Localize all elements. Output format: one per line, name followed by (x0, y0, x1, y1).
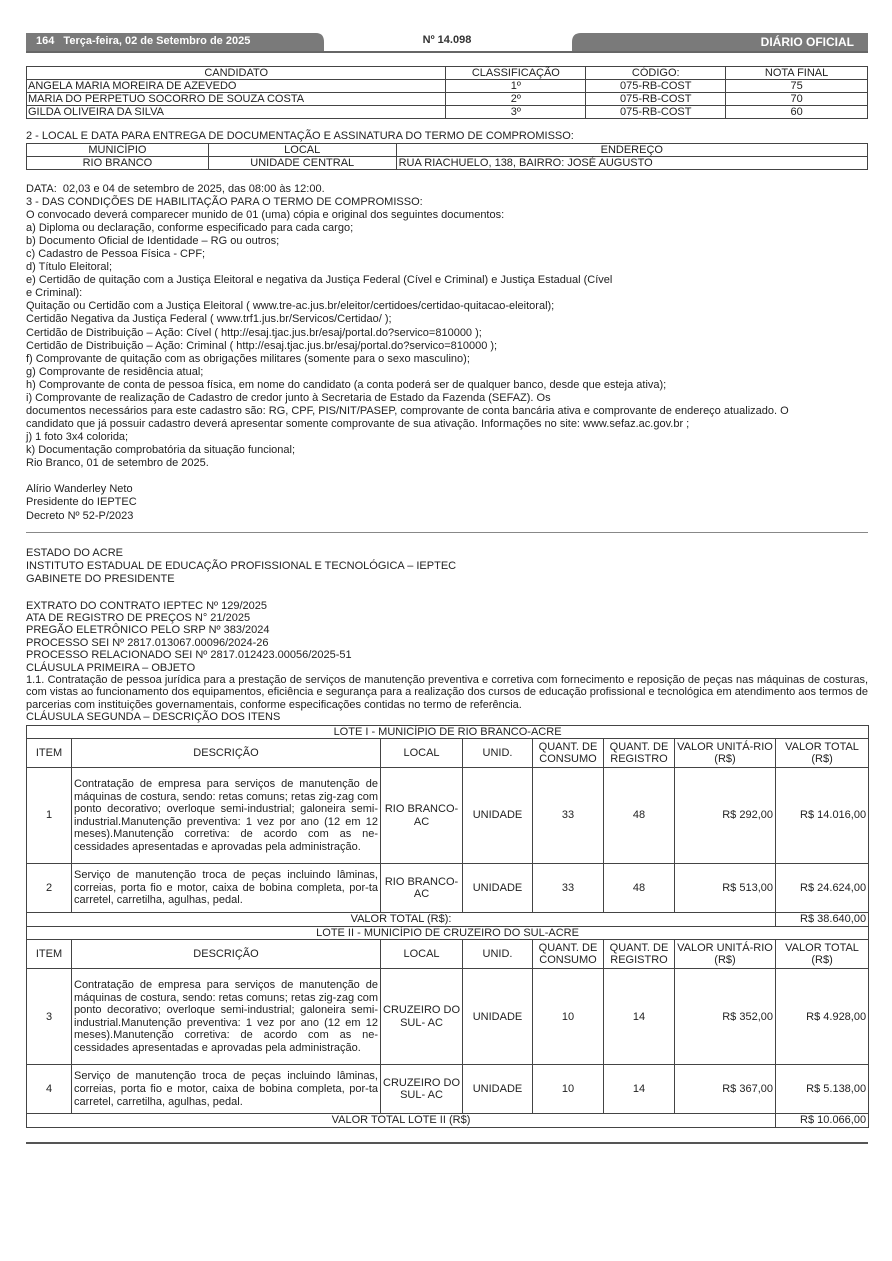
institution-line: INSTITUTO ESTADUAL DE EDUCAÇÃO PROFISSIONAL E TECNOLÓGICA – IEPTEC (26, 560, 457, 573)
candidate-rank: 1º (446, 80, 586, 93)
candidate-code: 075-RB-COST (586, 93, 726, 106)
item-description: Contratação de empresa para serviços de manutenção de máquinas de costura, sendo: retas comuns; retas zig-zag com ponto decorativo; overloque semi-industrial; galoneira semi-industrial.Manutenção preventiva: 1 vez por ano (12 em 12 meses).Manutenção corretiva: de acordo com as ne-cessidades apresentadas e aprovadas pela administração. (72, 768, 381, 864)
header-cell: LOCAL (381, 739, 463, 768)
header-cell: CLASSIFICAÇÃO (446, 67, 586, 80)
text-line: Certidão de Distribuição – Ação: Criminal ( http://esaj.tjac.jus.br/esaj/portal.do?servico=810000 ); (26, 339, 498, 352)
issue-number: Nº 14.098 (422, 34, 472, 46)
text-line: Certidão Negativa da Justiça Federal ( www.trf1.jus.br/Servicos/Certidao/ ); (26, 313, 392, 326)
page-header (26, 33, 868, 51)
institution-line: GABINETE DO PRESIDENTE (26, 573, 175, 586)
item-registry: 14 (604, 1065, 675, 1114)
header-cell: UNID. (463, 739, 533, 768)
text-line: b) Documento Oficial de Identidade – RG ou outros; (26, 235, 280, 248)
table-row (27, 1065, 869, 1114)
text-line: DATA: 02,03 e 04 de setembro de 2025, das 08:00 às 12:00. (26, 183, 325, 195)
header-cell: ITEM (27, 940, 72, 969)
lot-total-label: VALOR TOTAL (R$): (27, 913, 776, 927)
extract-line: EXTRATO DO CONTRATO IEPTEC Nº 129/2025 (26, 599, 267, 612)
text-line: Certidão de Distribuição – Ação: Cível ( http://esaj.tjac.jus.br/esaj/portal.do?servico=810000 ); (26, 326, 482, 339)
item-consumption: 10 (533, 1065, 604, 1114)
candidate-name: GILDA OLIVEIRA DA SILVA (27, 106, 446, 119)
header-cell: LOCAL (381, 940, 463, 969)
item-total-price: R$ 14.016,00 (776, 768, 869, 864)
lot-title-row (27, 926, 869, 940)
extract-line: PREGÃO ELETRÔNICO PELO SRP Nº 383/2024 (26, 624, 270, 637)
lot-title: LOTE I - MUNICÍPIO DE RIO BRANCO-ACRE (27, 725, 869, 739)
text-line: documentos necessários para este cadastro são: RG, CPF, PIS/NIT/PASEP, comprovante de conta bancária ativa e comprovante de endereço atualizado. O (26, 404, 789, 417)
item-number: 3 (27, 969, 72, 1065)
candidate-name: ANGELA MARIA MOREIRA DE AZEVEDO (27, 80, 446, 93)
candidate-name: MARIA DO PERPETUO SOCORRO DE SOUZA COSTA (27, 93, 446, 106)
header-date: Terça-feira, 02 de Setembro de 2025 (63, 35, 251, 47)
header-cell: QUANT. DE REGISTRO (604, 940, 675, 969)
header-cell: VALOR TOTAL (R$) (776, 739, 869, 768)
header-cell: LOCAL (208, 144, 396, 157)
table-header-row (27, 940, 869, 969)
text-line: Rio Branco, 01 de setembro de 2025. (26, 456, 209, 469)
signer-decree: Decreto Nº 52-P/2023 (26, 509, 134, 522)
header-cell: DESCRIÇÃO (72, 739, 381, 768)
header-cell: UNID. (463, 940, 533, 969)
contract-extract (26, 600, 868, 724)
candidate-rank: 2º (446, 93, 586, 106)
item-local: CRUZEIRO DO SUL- AC (381, 969, 463, 1065)
location-table (26, 143, 868, 170)
institution-line: ESTADO DO ACRE (26, 546, 123, 559)
local-cell: UNIDADE CENTRAL (208, 157, 396, 170)
item-unit: UNIDADE (463, 1065, 533, 1114)
header-cell: QUANT. DE CONSUMO (533, 739, 604, 768)
section-2-title: 2 - LOCAL E DATA PARA ENTREGA DE DOCUMENTAÇÃO E ASSINATURA DO TERMO DE COMPROMISSO: (26, 130, 574, 142)
page-number: 164 (36, 35, 55, 47)
address-cell: RUA RIACHUELO, 138, BAIRRO: JOSÉ AUGUSTO (396, 157, 867, 170)
lot-total-value: R$ 38.640,00 (776, 913, 869, 927)
item-unit: UNIDADE (463, 768, 533, 864)
header-rule (26, 51, 868, 53)
item-consumption: 10 (533, 969, 604, 1065)
header-cell: VALOR UNITÁ-RIO (R$) (675, 739, 776, 768)
item-total-price: R$ 24.624,00 (776, 864, 869, 913)
text-line: g) Comprovante de residência atual; (26, 365, 204, 378)
candidate-code: 075-RB-COST (586, 80, 726, 93)
header-cell: VALOR TOTAL (R$) (776, 940, 869, 969)
item-local: CRUZEIRO DO SUL- AC (381, 1065, 463, 1114)
text-line: 3 - DAS CONDIÇÕES DE HABILITAÇÃO PARA O TERMO DE COMPROMISSO: (26, 196, 423, 209)
item-description: Serviço de manutenção troca de peças incluindo lâminas, correias, porta fio e motor, caixa de bobina completa, por-ta carretel, carretilha, agulhas, pedal. (72, 864, 381, 913)
header-cell: ITEM (27, 739, 72, 768)
item-local: RIO BRANCO-AC (381, 768, 463, 864)
item-description: Contratação de empresa para serviços de manutenção de máquinas de costura, sendo: retas comuns; retas zig-zag com ponto decorativo; overloque semi-industrial; galoneira semi-industrial.Manutenção preventiva: 1 vez por ano (12 em 12 meses).Manutenção corretiva: de acordo com as ne-cessidades apresentadas e aprovadas pela administração. (72, 969, 381, 1065)
item-unit: UNIDADE (463, 969, 533, 1065)
text-line: Quitação ou Certidão com a Justiça Eleitoral ( www.tre-ac.jus.br/eleitor/certidoes/certidao-quitacao-eleitoral); (26, 300, 555, 313)
page-bottom-rule (26, 1142, 868, 1144)
text-line: e) Certidão de quitação com a Justiça Eleitoral e negativa da Justiça Federal (Cível e Criminal) e Justiça Estadual (Cível (26, 274, 613, 287)
item-registry: 48 (604, 768, 675, 864)
table-row (27, 80, 868, 93)
item-total-price: R$ 5.138,00 (776, 1065, 869, 1114)
header-cell: QUANT. DE CONSUMO (533, 940, 604, 969)
lot-total-value: R$ 10.066,00 (776, 1114, 869, 1128)
item-unit: UNIDADE (463, 864, 533, 913)
item-registry: 14 (604, 969, 675, 1065)
table-row (27, 157, 868, 170)
clause-two-title: CLÁUSULA SEGUNDA – DESCRIÇÃO DOS ITENS (26, 711, 281, 724)
institution-block (26, 547, 868, 587)
item-description: Serviço de manutenção troca de peças incluindo lâminas, correias, porta fio e motor, caixa de bobina completa, por-ta carretel, carretilha, agulhas, pedal. (72, 1065, 381, 1114)
table-header-row (27, 144, 868, 157)
header-cell: VALOR UNITÁ-RIO (R$) (675, 940, 776, 969)
item-unit-price: R$ 352,00 (675, 969, 776, 1065)
candidate-score: 60 (726, 106, 868, 119)
item-consumption: 33 (533, 864, 604, 913)
text-line: a) Diploma ou declaração, conforme especificado para cada cargo; (26, 222, 354, 235)
extract-line: PROCESSO RELACIONADO SEI Nº 2817.012423.00056/2025-51 (26, 649, 352, 662)
text-line: j) 1 foto 3x4 colorida; (26, 430, 129, 443)
signer-name: Alírio Wanderley Neto (26, 483, 133, 496)
extract-line: PROCESSO SEI Nº 2817.013067.00096/2024-26 (26, 636, 269, 649)
candidates-table (26, 66, 868, 119)
table-row (27, 106, 868, 119)
text-line: h) Comprovante de conta de pessoa física, em nome do candidato (a conta poderá ser de qualquer banco, desde que esteja ativa); (26, 378, 667, 391)
header-cell: NOTA FINAL (726, 67, 868, 80)
header-cell: QUANT. DE REGISTRO (604, 739, 675, 768)
candidate-score: 70 (726, 93, 868, 106)
lot-total-row (27, 913, 869, 927)
header-cell: MUNICÍPIO (27, 144, 209, 157)
table-row (27, 969, 869, 1065)
text-line: candidato que já possuir cadastro deverá apresentar somente comprovante de sua ativação. Informações no site: www.sefaz.ac.gov.br ; (26, 417, 690, 430)
document-page (26, 33, 868, 1144)
candidate-score: 75 (726, 80, 868, 93)
item-total-price: R$ 4.928,00 (776, 969, 869, 1065)
item-unit-price: R$ 367,00 (675, 1065, 776, 1114)
item-registry: 48 (604, 864, 675, 913)
text-line: e Criminal): (26, 287, 83, 300)
text-line: i) Comprovante de realização de Cadastro de credor junto à Secretaria de Estado da Fazenda (SEFAZ). Os (26, 391, 551, 404)
text-line: c) Cadastro de Pessoa Física - CPF; (26, 248, 206, 261)
items-table (26, 725, 869, 1128)
municipality-cell: RIO BRANCO (27, 157, 209, 170)
text-line: d) Título Eleitoral; (26, 261, 113, 274)
publication-name: DIÁRIO OFICIAL (760, 35, 854, 49)
item-number: 4 (27, 1065, 72, 1114)
section-divider (26, 532, 868, 533)
item-local: RIO BRANCO-AC (381, 864, 463, 913)
table-header-row (27, 739, 869, 768)
header-cell: CÓDIGO: (586, 67, 726, 80)
table-header-row (27, 67, 868, 80)
item-unit-price: R$ 292,00 (675, 768, 776, 864)
text-line: O convocado deverá comparecer munido de 01 (uma) cópia e original dos seguintes documentos: (26, 209, 505, 222)
extract-line: CLÁUSULA PRIMEIRA – OBJETO (26, 661, 196, 674)
table-row (27, 768, 869, 864)
table-row (27, 864, 869, 913)
header-cell: ENDEREÇO (396, 144, 867, 157)
candidate-rank: 3º (446, 106, 586, 119)
text-line: k) Documentação comprobatória da situação funcional; (26, 443, 296, 456)
item-number: 2 (27, 864, 72, 913)
table-row (27, 93, 868, 106)
text-line: f) Comprovante de quitação com as obrigações militares (somente para o sexo masculino); (26, 352, 470, 365)
item-consumption: 33 (533, 768, 604, 864)
lot-total-row (27, 1114, 869, 1128)
signer-role: Presidente do IEPTEC (26, 496, 137, 509)
requirements-text (26, 183, 868, 470)
item-unit-price: R$ 513,00 (675, 864, 776, 913)
header-cell: DESCRIÇÃO (72, 940, 381, 969)
signature-block (26, 483, 868, 523)
lot-title-row (27, 725, 869, 739)
header-cell: CANDIDATO (27, 67, 446, 80)
object-paragraph: 1.1. Contratação de pessoa jurídica para a prestação de serviços de manutenção preventiva e corretiva com fornecimento e reposição de peças nas máquinas de costuras, com vistas ao funcionamento dos equipamentos, eficiência e segurança para a realização dos cursos de educação profissional e tecnológica em atendimento aos termos de parcerias com instituições governamentais, conforme especificações contidas no termo de referência. (26, 673, 868, 711)
item-number: 1 (27, 768, 72, 864)
lot-total-label: VALOR TOTAL LOTE II (R$) (27, 1114, 776, 1128)
extract-line: ATA DE REGISTRO DE PREÇOS N° 21/2025 (26, 611, 251, 624)
lot-title: LOTE II - MUNICÍPIO DE CRUZEIRO DO SUL-ACRE (27, 926, 869, 940)
candidate-code: 075-RB-COST (586, 106, 726, 119)
